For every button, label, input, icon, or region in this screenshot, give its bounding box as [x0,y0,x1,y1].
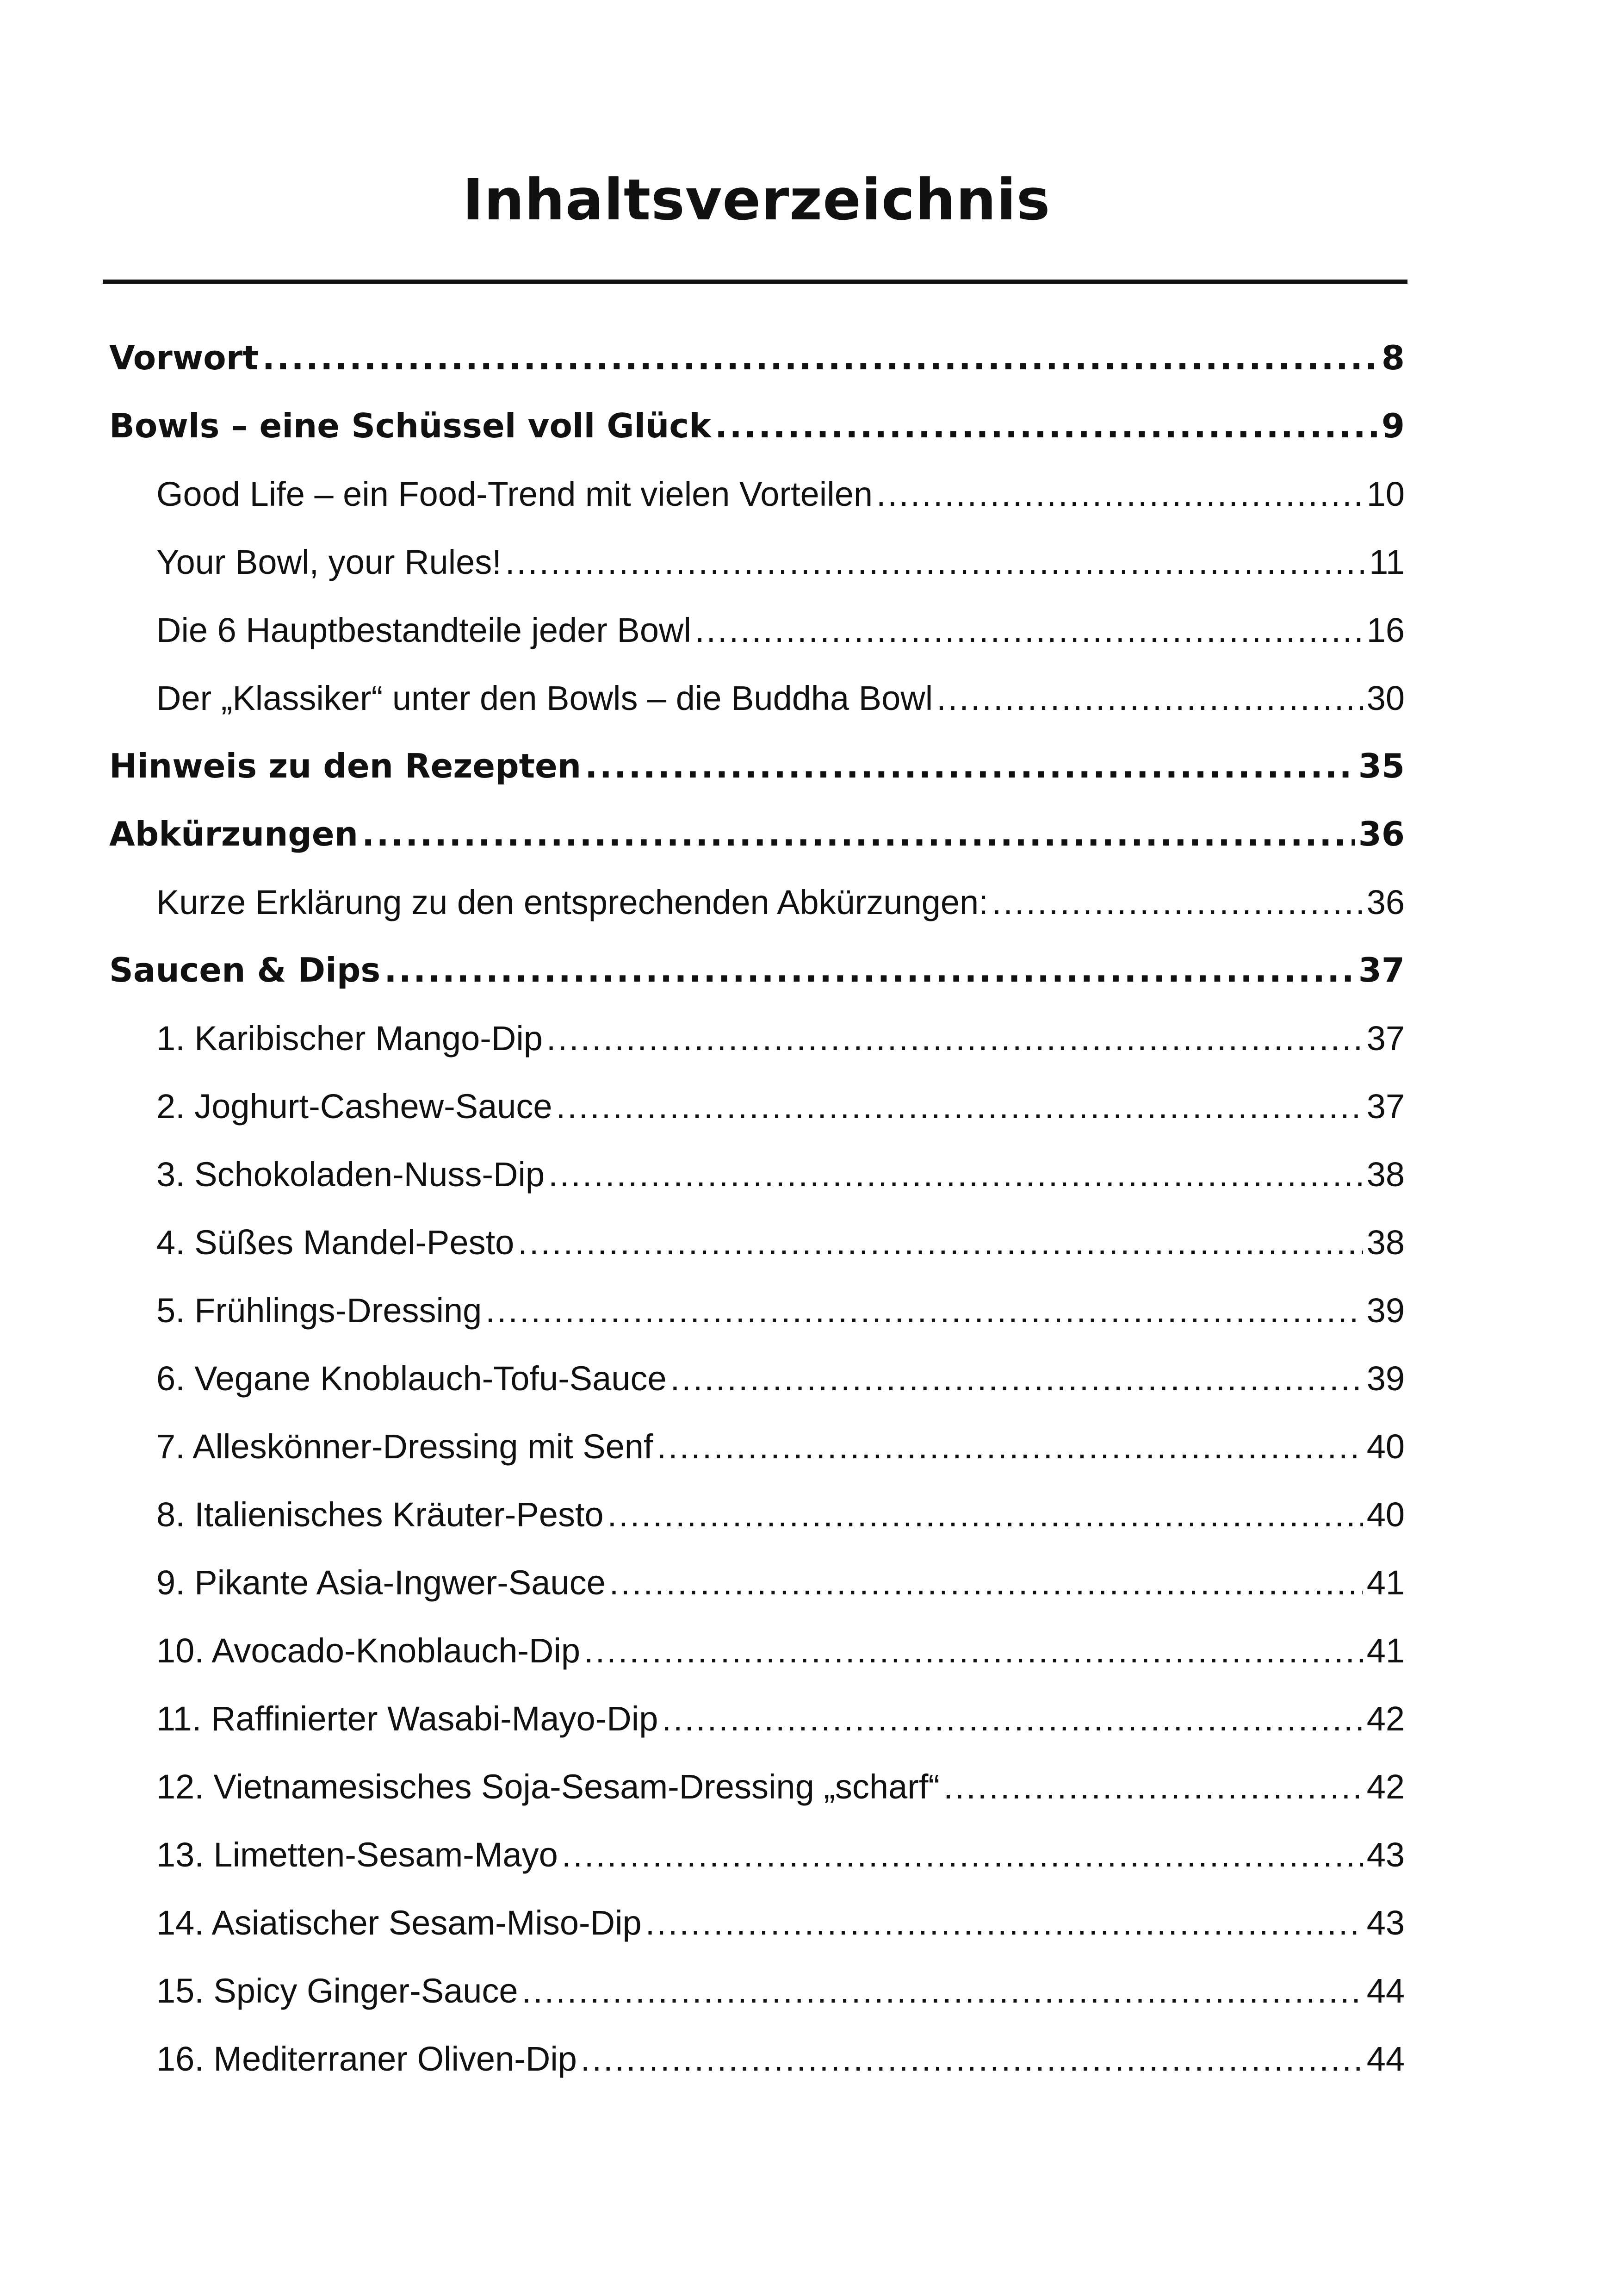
toc-page-number: 41 [1366,1563,1405,1602]
toc-section-entry[interactable] [109,1685,1405,1753]
dot-leader [581,2025,1363,2093]
toc-entry-title: 16. Mediterraner Oliven-Dip [156,2040,577,2078]
toc-entry-title: 2. Joghurt-Cashew-Sauce [156,1087,552,1126]
toc-page-number: 37 [1366,1087,1405,1126]
toc-entry-title: Vorwort [109,338,259,377]
toc-page-number: 44 [1366,1972,1405,2010]
toc-entry-title: 4. Süßes Mandel-Pesto [156,1223,515,1262]
toc-page-number: 35 [1358,747,1405,785]
dot-leader [518,1208,1363,1276]
toc-entry-title: 14. Asiatischer Sesam-Miso-Dip [156,1904,642,1942]
toc-chapter-entry[interactable] [109,732,1405,800]
dot-leader [546,1004,1363,1072]
toc-entry-title: 9. Pikante Asia-Ingwer-Sauce [156,1563,606,1602]
dot-leader [936,664,1363,732]
toc-page-number: 37 [1366,1019,1405,1058]
toc-entry-title: Der „Klassiker“ unter den Bowls – die Buddha Bowl [156,679,933,717]
toc-page-number: 11 [1369,543,1405,581]
toc-page-number: 39 [1366,1291,1405,1330]
toc-entry-title: 3. Schokoladen-Nuss-Dip [156,1155,545,1194]
dot-leader [485,1276,1363,1344]
dot-leader [992,868,1363,936]
toc-page-number: 10 [1366,475,1405,513]
toc-page-number: 41 [1366,1631,1405,1670]
toc-entry-title: 10. Avocado-Knoblauch-Dip [156,1631,581,1670]
toc-page-number: 8 [1381,338,1405,377]
dot-leader [695,596,1363,664]
toc-section-entry[interactable] [109,1889,1405,1957]
toc-entry-title: 15. Spicy Ginger-Sauce [156,1972,518,2010]
dot-leader [548,1140,1363,1208]
dot-leader [262,324,1378,392]
dot-leader [505,528,1365,596]
dot-leader [608,1481,1363,1549]
dot-leader [609,1549,1363,1617]
toc-section-entry[interactable] [109,664,1405,732]
toc-entry-title: Bowls – eine Schüssel voll Glück [109,406,711,445]
dot-leader [522,1957,1363,2025]
toc-page-number: 36 [1366,883,1405,921]
toc-section-entry[interactable] [109,596,1405,664]
toc-chapter-entry[interactable] [109,936,1405,1004]
toc-page-number: 43 [1366,1904,1405,1942]
title-divider [103,280,1407,284]
toc-page-number: 38 [1366,1155,1405,1194]
page-title: Inhaltsverzeichnis [462,167,1051,233]
toc-entry-title: Abkürzungen [109,815,358,853]
toc-page-number: 43 [1366,1836,1405,1874]
dot-leader [715,392,1378,460]
toc-section-entry[interactable] [109,1072,1405,1140]
toc-page-number: 9 [1381,406,1405,445]
toc-entry-title: 13. Limetten-Sesam-Mayo [156,1836,558,1874]
toc-entry-title: 1. Karibischer Mango-Dip [156,1019,543,1058]
toc-section-entry[interactable] [109,2025,1405,2093]
dot-leader [585,732,1355,800]
dot-leader [362,800,1355,868]
toc-section-entry[interactable] [109,1208,1405,1276]
toc-entry-title: Hinweis zu den Rezepten [109,747,582,785]
dot-leader [562,1821,1363,1889]
dot-leader [556,1072,1363,1140]
toc-section-entry[interactable] [109,1821,1405,1889]
toc-section-entry[interactable] [109,1753,1405,1821]
toc-page-number: 44 [1366,2040,1405,2078]
toc-entry-title: Kurze Erklärung zu den entsprechenden Abkürzungen: [156,883,988,921]
toc-section-entry[interactable] [109,1276,1405,1344]
toc-page-number: 40 [1366,1495,1405,1534]
dot-leader [876,460,1363,528]
toc-entry-title: 6. Vegane Knoblauch-Tofu-Sauce [156,1359,667,1398]
toc-entry-title: Saucen & Dips [109,951,381,989]
dot-leader [645,1889,1363,1957]
toc-entry-title: Good Life – ein Food-Trend mit vielen Vorteilen [156,475,873,513]
dot-leader [670,1344,1363,1412]
toc-section-entry[interactable] [109,1481,1405,1549]
toc-section-entry[interactable] [109,460,1405,528]
toc-section-entry[interactable] [109,1344,1405,1412]
toc-page-number: 42 [1366,1767,1405,1806]
toc-entry-title: 8. Italienisches Kräuter-Pesto [156,1495,604,1534]
dot-leader [662,1685,1363,1753]
toc-section-entry[interactable] [109,868,1405,936]
dot-leader [657,1412,1363,1481]
toc-section-entry[interactable] [109,1412,1405,1481]
toc-entry-title: Die 6 Hauptbestandteile jeder Bowl [156,611,691,649]
toc-entry-title: 5. Frühlings-Dressing [156,1291,482,1330]
toc-section-entry[interactable] [109,1004,1405,1072]
table-of-contents [109,324,1405,2093]
toc-chapter-entry[interactable] [109,392,1405,460]
toc-entry-title: 11. Raffinierter Wasabi-Mayo-Dip [156,1699,658,1738]
toc-page-number: 37 [1358,951,1405,989]
toc-section-entry[interactable] [109,528,1405,596]
toc-page-number: 40 [1366,1427,1405,1466]
toc-page-number: 42 [1366,1699,1405,1738]
toc-chapter-entry[interactable] [109,800,1405,868]
toc-section-entry[interactable] [109,1617,1405,1685]
toc-page-number: 39 [1366,1359,1405,1398]
toc-section-entry[interactable] [109,1957,1405,2025]
toc-page-number: 30 [1366,679,1405,717]
toc-entry-title: Your Bowl, your Rules! [156,543,502,581]
toc-page-number: 16 [1366,611,1405,649]
toc-section-entry[interactable] [109,1140,1405,1208]
toc-section-entry[interactable] [109,1549,1405,1617]
dot-leader [943,1753,1363,1821]
toc-chapter-entry[interactable] [109,324,1405,392]
toc-page-number: 36 [1358,815,1405,853]
toc-entry-title: 12. Vietnamesisches Soja-Sesam-Dressing „scharf“ [156,1767,940,1806]
dot-leader [384,936,1355,1004]
toc-entry-title: 7. Alleskönner-Dressing mit Senf [156,1427,653,1466]
toc-page-number: 38 [1366,1223,1405,1262]
dot-leader [584,1617,1363,1685]
